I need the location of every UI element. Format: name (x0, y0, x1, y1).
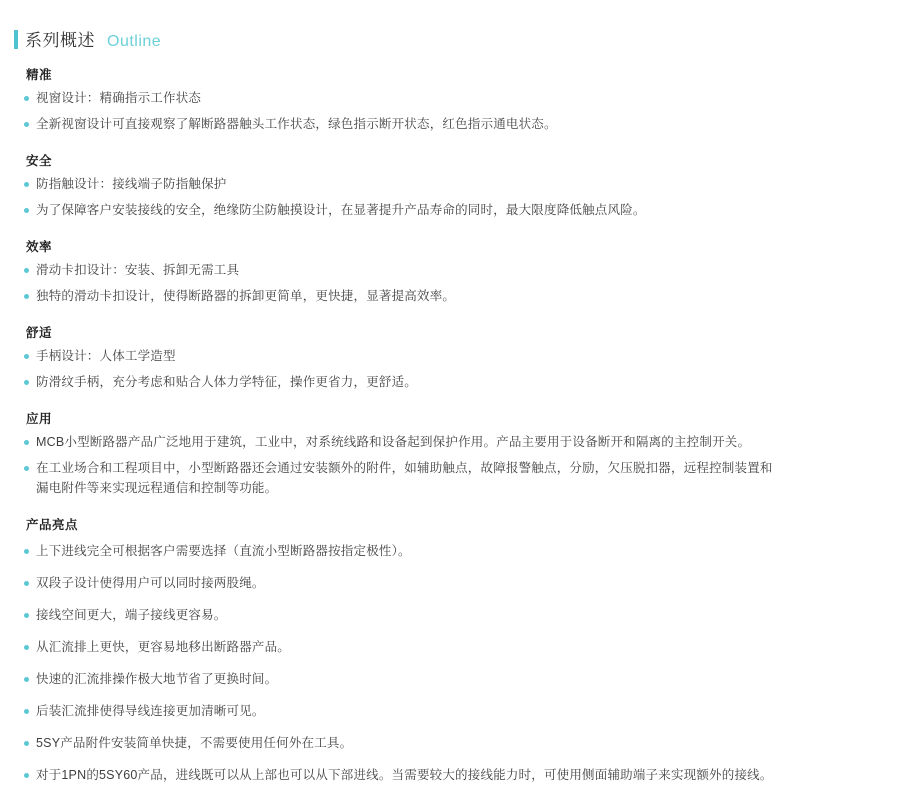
bullet-dot-icon (24, 440, 29, 445)
list-item (14, 116, 886, 133)
page-header (14, 26, 886, 51)
bullet-dot-icon (24, 354, 29, 359)
bullet-dot-icon (24, 709, 29, 714)
list-item (14, 288, 886, 305)
bullet-dot-icon (24, 613, 29, 618)
list-item-continuation (14, 480, 886, 497)
bullet-dot-icon (24, 645, 29, 650)
section-title: 产品亮点 (26, 518, 79, 532)
list-item (14, 434, 886, 451)
page-subtitle: Outline (107, 33, 162, 50)
list-item (14, 262, 886, 279)
list-item (14, 607, 886, 624)
list-item-text: 为了保障客户安装接线的安全，绝缘防尘防触摸设计，在显著提升产品寿命的同时，最大限度降低触点风险。 (36, 203, 646, 217)
bullet-list (14, 90, 886, 133)
bullet-dot-icon (24, 122, 29, 127)
bullet-list (14, 348, 886, 391)
list-item-text: 防滑纹手柄，充分考虑和贴合人体力学特征，操作更省力，更舒适。 (36, 375, 418, 389)
list-item-text: 后装汇流排使得导线连接更加清晰可见。 (36, 704, 265, 718)
list-item (14, 671, 886, 688)
bullet-dot-icon (24, 96, 29, 101)
bullet-dot-icon (24, 182, 29, 187)
list-item-text: 从汇流排上更快，更容易地移出断路器产品。 (36, 640, 291, 654)
bullet-dot-icon (24, 741, 29, 746)
section-precision (14, 65, 886, 133)
list-item (14, 639, 886, 656)
list-item-text: 滑动卡扣设计：安装、拆卸无需工具 (36, 263, 240, 277)
bullet-list (14, 543, 886, 784)
list-item-text: 5SY产品附件安装简单快捷，不需要使用任何外在工具。 (36, 736, 353, 750)
list-item (14, 735, 886, 752)
section-title: 安全 (26, 154, 53, 168)
list-item-text: 在工业场合和工程项目中，小型断路器还会通过安装额外的附件，如辅助触点，故障报警触点，分励，欠压脱扣器，远程控制装置和 (36, 461, 773, 475)
list-item-text: MCB小型断路器产品广泛地用于建筑，工业中，对系统线路和设备起到保护作用。产品主要用于设备断开和隔离的主控制开关。 (36, 435, 751, 449)
list-item-text: 对于1PN的5SY60产品，进线既可以从上部也可以从下部进线。当需要较大的接线能力时，可使用侧面辅助端子来实现额外的接线。 (36, 768, 773, 782)
list-item-text: 双段子设计使得用户可以同时接两股绳。 (36, 576, 265, 590)
section-title: 精准 (26, 68, 53, 82)
list-item-text: 快速的汇流排操作极大地节省了更换时间。 (36, 672, 278, 686)
list-item-text: 防指触设计：接线端子防指触保护 (36, 177, 227, 191)
list-item (14, 202, 886, 219)
bullet-dot-icon (24, 677, 29, 682)
list-item (14, 374, 886, 391)
bullet-dot-icon (24, 773, 29, 778)
list-item-text: 上下进线完全可根据客户需要选择（直流小型断路器按指定极性）。 (36, 544, 411, 558)
list-item-text: 接线空间更大，端子接线更容易。 (36, 608, 227, 622)
list-item-text: 漏电附件等来实现远程通信和控制等功能。 (36, 481, 278, 495)
section-title: 舒适 (26, 326, 53, 340)
bullet-dot-icon (24, 294, 29, 299)
bullet-dot-icon (24, 549, 29, 554)
page-title: 系列概述 (25, 31, 95, 50)
list-item (14, 575, 886, 592)
list-item (14, 90, 886, 107)
section-safety (14, 151, 886, 219)
list-item-text: 视窗设计：精确指示工作状态 (36, 91, 202, 105)
list-item-text: 独特的滑动卡扣设计，使得断路器的拆卸更简单，更快捷，显著提高效率。 (36, 289, 456, 303)
bullet-dot-icon (24, 268, 29, 273)
section-title: 效率 (26, 240, 53, 254)
section-application (14, 409, 886, 497)
section-efficiency (14, 237, 886, 305)
bullet-dot-icon (24, 208, 29, 213)
section-product-highlights (14, 515, 886, 784)
bullet-list (14, 176, 886, 219)
bullet-dot-icon (24, 380, 29, 385)
bullet-list (14, 434, 886, 497)
list-item (14, 543, 886, 560)
list-item (14, 176, 886, 193)
bullet-dot-icon (24, 581, 29, 586)
section-comfort (14, 323, 886, 391)
list-item (14, 348, 886, 365)
list-item (14, 767, 886, 784)
list-item (14, 703, 886, 720)
bullet-dot-icon (24, 466, 29, 471)
list-item (14, 460, 886, 477)
list-item-text: 全新视窗设计可直接观察了解断路器触头工作状态，绿色指示断开状态，红色指示通电状态。 (36, 117, 557, 131)
bullet-list (14, 262, 886, 305)
section-title: 应用 (26, 412, 53, 426)
list-item-text: 手柄设计：人体工学造型 (36, 349, 176, 363)
accent-bar-icon (14, 30, 18, 49)
